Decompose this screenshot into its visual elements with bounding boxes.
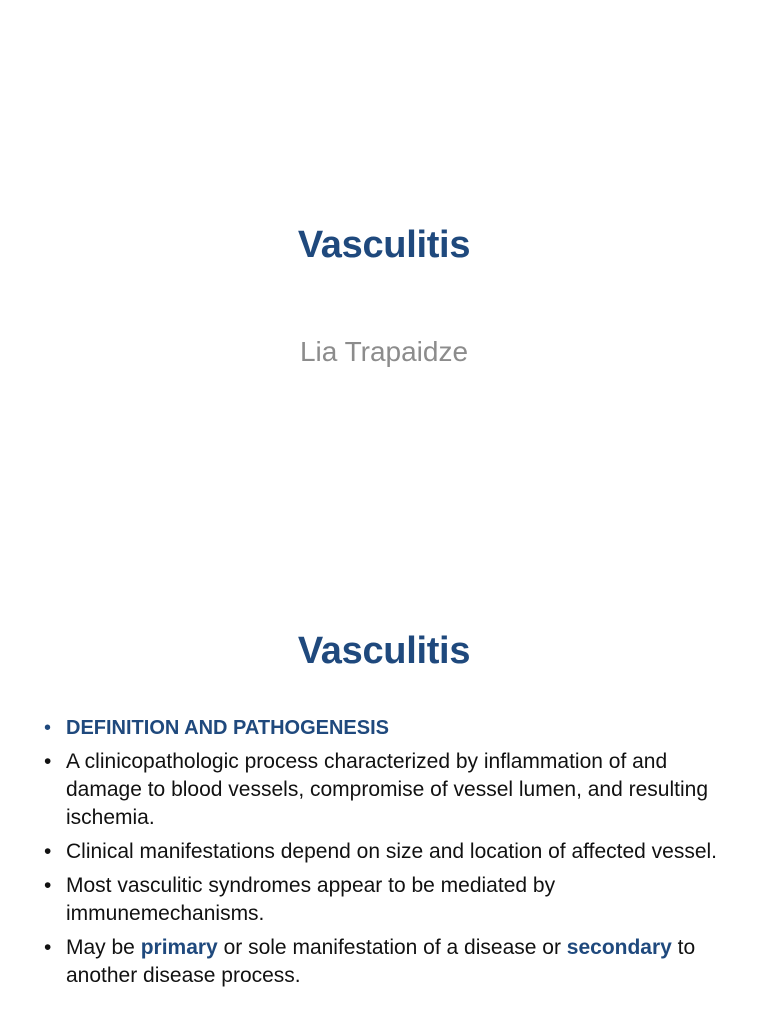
bullet-dot: • [44, 874, 52, 897]
bullet-text-part: to another disease process. [66, 936, 696, 987]
bullet-text-part: May be [66, 936, 141, 959]
bullet-list [44, 714, 734, 996]
bullet-text: A clinicopathologic process characterized by inflammation of and damage to blood vessels, compromise of vessel lumen, and resulting ischemia. [66, 750, 708, 829]
bullet-dot: • [44, 936, 52, 959]
bullet-item [44, 748, 734, 832]
title-slide-author: Lia Trapaidze [299, 336, 469, 367]
bullet-text: Most vasculitic syndromes appear to be mediated by immunemechanisms. [66, 874, 556, 925]
content-slide [0, 576, 768, 1024]
bullet-item [44, 838, 734, 866]
bullet-dot: • [44, 750, 52, 773]
title-slide-title: Vasculitis [297, 224, 471, 266]
highlight-secondary: secondary [566, 936, 672, 959]
content-slide-title: Vasculitis [297, 630, 471, 672]
bullet-text: Clinical manifestations depend on size and location of affected vessel. [66, 840, 718, 863]
bullet-item [44, 872, 734, 928]
highlight-primary: primary [140, 936, 218, 959]
bullet-item [44, 934, 734, 990]
section-heading: DEFINITION AND PATHOGENESIS [66, 717, 389, 739]
bullet-text-part: or sole manifestation of a disease or [217, 936, 567, 959]
bullet-dot: • [44, 717, 52, 739]
bullet-dot: • [44, 840, 52, 863]
bullet-heading [44, 714, 734, 742]
